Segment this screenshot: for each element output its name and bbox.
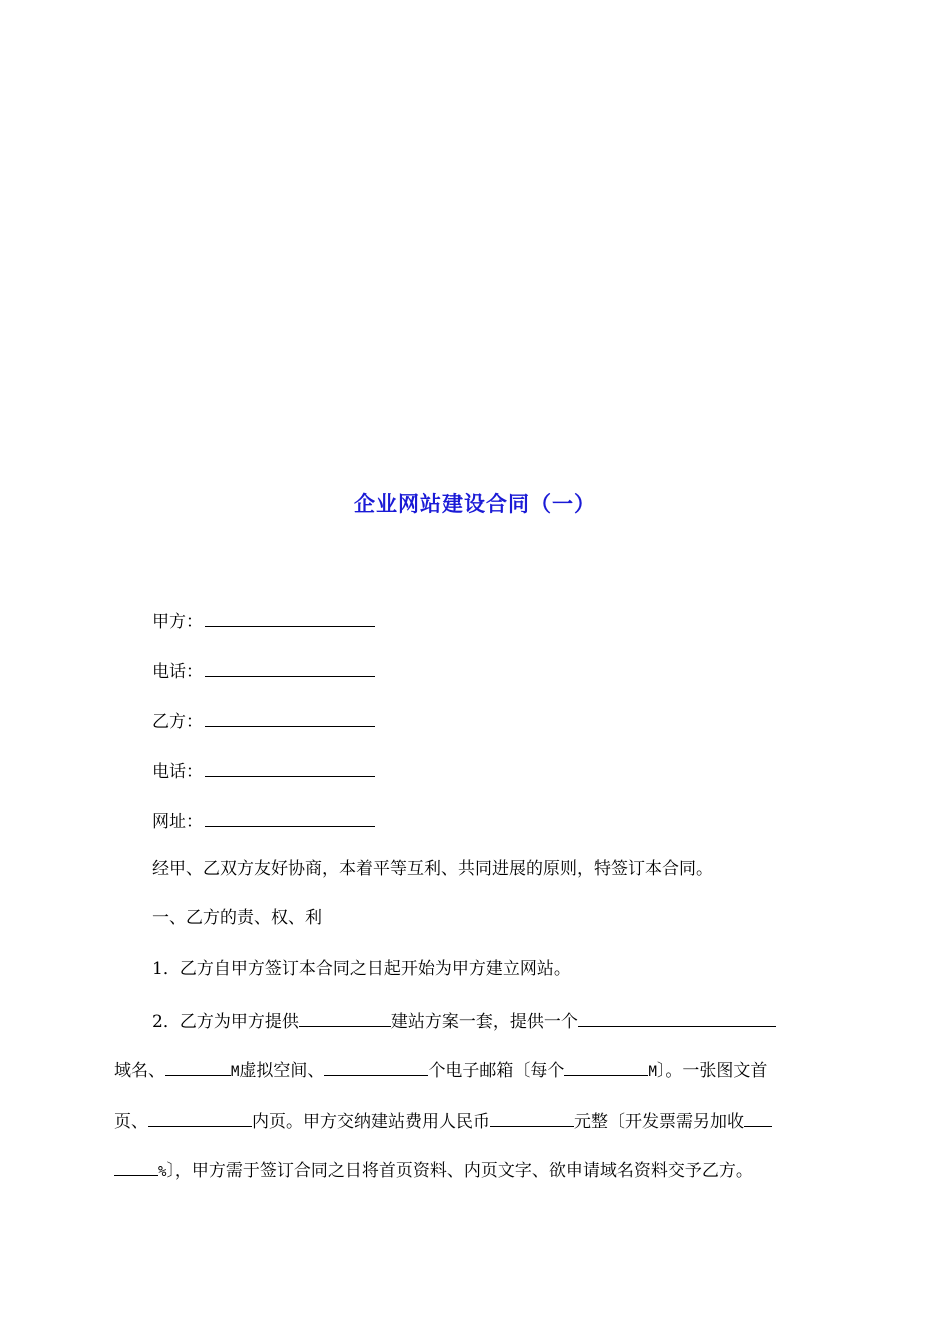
clause-2-text-b: 建站方案一套，提供一个 (390, 1012, 578, 1032)
email-count-blank (324, 1057, 428, 1076)
document-title: 企业网站建设合同（一） (354, 491, 596, 516)
website-label: 网址： (152, 812, 203, 832)
party-a-phone-label: 电话： (152, 662, 203, 682)
inner-page-count-blank (148, 1108, 252, 1127)
party-a-phone-field (152, 658, 375, 682)
clause-2-text-j: 〕，甲方需于签订合同之日将首页资料、内页文字、欲申请域名资料交予乙方。 (166, 1161, 753, 1181)
clause-2-text-d: 虚拟空间、 (239, 1061, 325, 1081)
clause-2-text-e: 个电子邮箱〔每个 (428, 1061, 565, 1081)
clause-2-text-f: 〕。一张图文首 (656, 1061, 768, 1081)
party-b-phone-field (152, 758, 375, 782)
party-b-blank (205, 708, 375, 727)
clause-2-line-4 (114, 1157, 753, 1184)
website-field (152, 808, 375, 832)
invoice-rate-blank-a (744, 1108, 772, 1127)
clause-2-text-i: 元整〔开发票需另加收 (574, 1112, 744, 1132)
party-b-phone-label: 电话： (152, 762, 203, 782)
clause-2-text-c: 域名、 (114, 1061, 165, 1081)
space-unit: M (231, 1064, 240, 1080)
space-size-blank (165, 1057, 231, 1076)
intro-paragraph: 经甲、乙双方友好协商，本着平等互利、共同进展的原则，特签订本合同。 (152, 859, 713, 879)
clause-2-text-g: 页、 (114, 1112, 148, 1132)
section-heading: 一、乙方的责、权、利 (152, 908, 322, 928)
party-a-label: 甲方： (152, 612, 203, 632)
invoice-rate-blank-b (114, 1157, 158, 1176)
clause-2-line-1 (152, 1008, 776, 1034)
email-size-blank (564, 1057, 648, 1076)
clause-2-line-3 (114, 1108, 772, 1134)
email-unit: M (648, 1064, 657, 1080)
website-blank (205, 808, 375, 827)
clause-2-text-a: 2．乙方为甲方提供 (152, 1012, 299, 1032)
solution-blank (299, 1008, 391, 1027)
clause-2-text-h: 内页。甲方交纳建站费用人民币 (252, 1112, 490, 1132)
party-b-field (152, 708, 375, 732)
party-b-phone-blank (205, 758, 375, 777)
clause-1: 1．乙方自甲方签订本合同之日起开始为甲方建立网站。 (152, 959, 571, 979)
party-a-blank (205, 608, 375, 627)
party-b-label: 乙方： (152, 712, 203, 732)
fee-amount-blank (490, 1108, 574, 1127)
domain-blank (578, 1008, 776, 1027)
party-a-phone-blank (205, 658, 375, 677)
clause-2-line-2 (114, 1057, 767, 1084)
party-a-field (152, 608, 375, 632)
percent-sign: % (158, 1164, 167, 1180)
